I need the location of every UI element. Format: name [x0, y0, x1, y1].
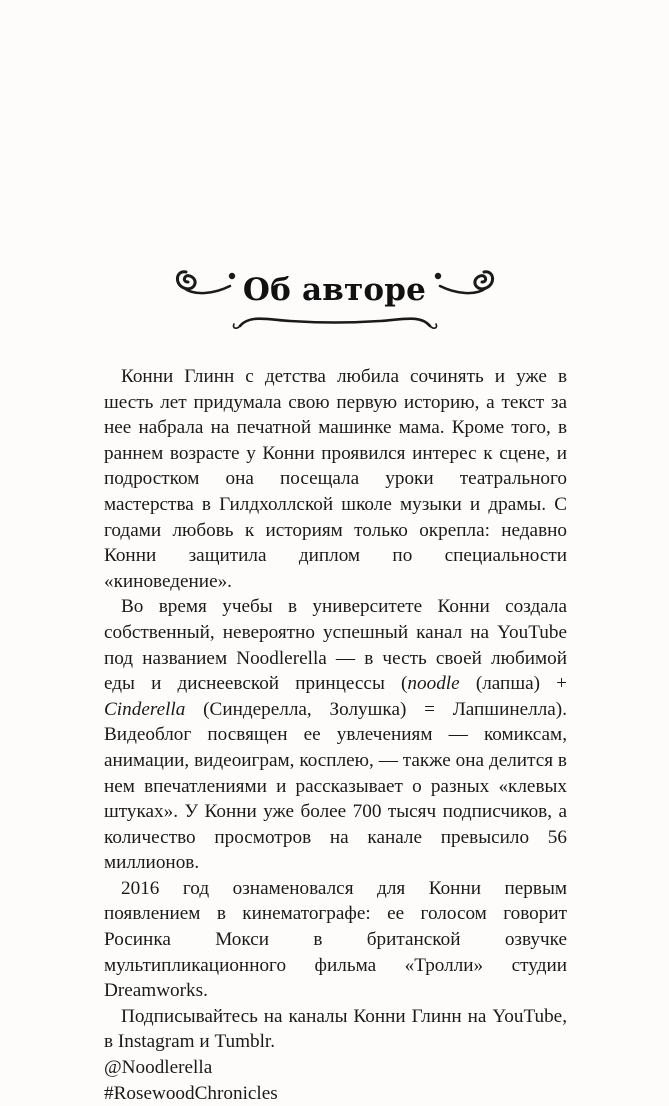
- bio-paragraph-1: Конни Глинн с детства любила сочинять и уже в шесть лет придумала свою первую историю, а текст за нее набрала на печатной машинке мама. Кроме того, в раннем возрасте у Конни проявился интерес к сцене, и подростком она посещала уроки театрального мастерства в Гилдхоллской школе музыки и драмы. С годами любовь к историям только окрепла: недавно Конни защитила диплом по специальности «киноведение».: [104, 366, 567, 592]
- paragraph-2-text-a: Во время учебы в университете Конни создала собственный, невероятно успешный канал на YouTube под названием Noodlerella — в честь своей любимой еды и диснеевской принцессы (: [104, 596, 567, 695]
- bio-paragraph-3: 2016 год ознаменовался для Конни первым появлением в кинематографе: ее голосом говорит Росинка Мокси в британской озвучке мультипликационного фильма «Тролли» студии Dreamworks.: [104, 877, 567, 1002]
- author-bio: [104, 364, 567, 1106]
- paragraph-2-text-c: (Синдерелла, Золушка) = Лапшинелла). Видеоблог посвящен ее увлечениям — комиксам, анимации, видеоиграм, косплею, — также она делится в нем впечатлениями и рассказывает о разных «клевых штуках». У Конни уже более 700 тысяч подписчиков, а количество просмотров на канале превысило 56 миллионов.: [104, 698, 567, 874]
- italic-cinderella: Cinderella: [104, 698, 186, 720]
- bio-paragraph-2: [104, 594, 567, 876]
- paragraph-2-text-b: (лапша) +: [459, 673, 567, 695]
- section-heading: Об авторе: [242, 272, 427, 308]
- italic-noodle: noodle: [407, 673, 460, 695]
- hashtag-rosewood: #RosewoodChronicles: [104, 1082, 278, 1104]
- social-handle-noodlerella: @Noodlerella: [104, 1057, 213, 1079]
- bio-paragraph-4: Подписывайтесь на каналы Конни Глинн на YouTube, в Instagram и Tumblr.: [104, 1005, 567, 1053]
